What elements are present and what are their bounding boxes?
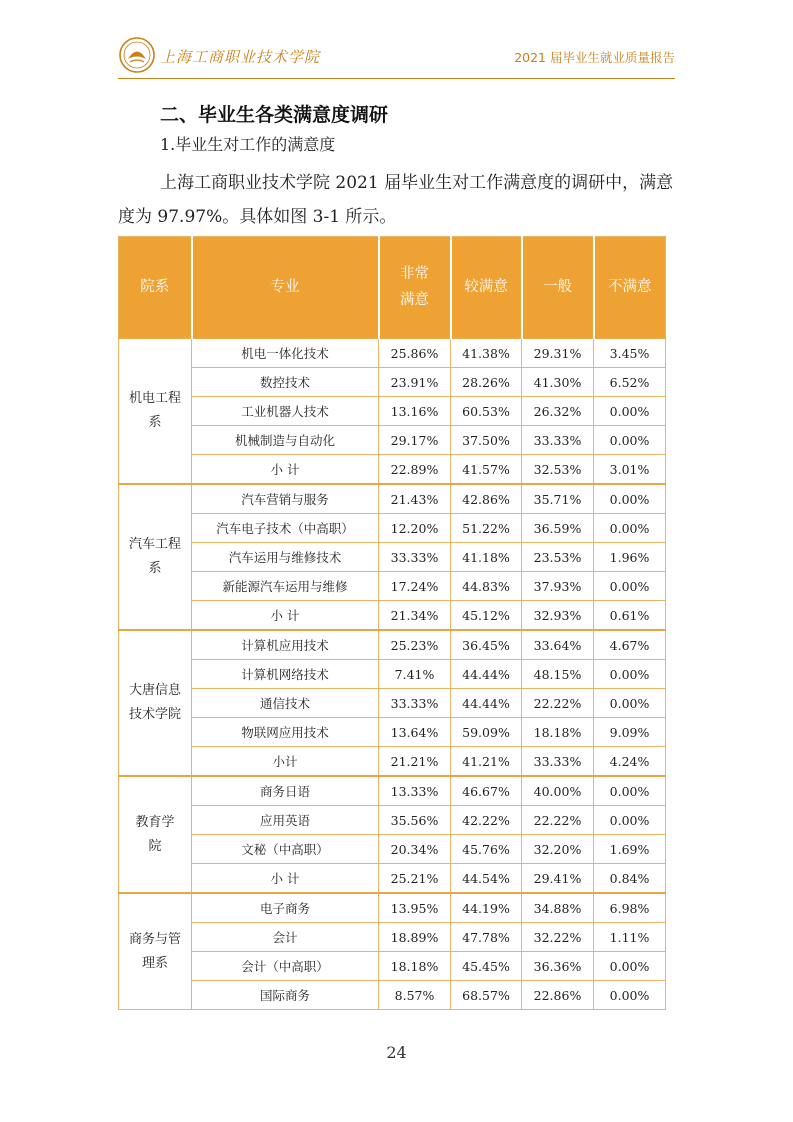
table-row — [119, 747, 666, 777]
value-cell: 0.00% — [594, 981, 666, 1010]
value-cell: 36.45% — [451, 630, 522, 660]
value-cell: 21.43% — [379, 484, 451, 514]
header-dept: 院系 — [119, 237, 192, 339]
value-cell: 51.22% — [451, 514, 522, 543]
major-cell: 应用英语 — [192, 806, 379, 835]
value-cell: 45.12% — [451, 601, 522, 631]
value-cell: 22.89% — [379, 455, 451, 485]
value-cell: 21.34% — [379, 601, 451, 631]
value-cell: 3.01% — [594, 455, 666, 485]
header-major: 专业 — [192, 237, 379, 339]
major-cell: 机械制造与自动化 — [192, 426, 379, 455]
table-row — [119, 689, 666, 718]
value-cell: 0.00% — [594, 806, 666, 835]
value-cell: 36.59% — [522, 514, 594, 543]
table-header-row — [119, 237, 666, 339]
value-cell: 0.00% — [594, 397, 666, 426]
major-cell: 汽车运用与维修技术 — [192, 543, 379, 572]
value-cell: 0.00% — [594, 776, 666, 806]
table-row — [119, 630, 666, 660]
value-cell: 44.19% — [451, 893, 522, 923]
table-row — [119, 981, 666, 1010]
dept-cell: 教育学 院 — [119, 776, 192, 893]
value-cell: 33.33% — [522, 426, 594, 455]
header-neutral: 一般 — [522, 237, 594, 339]
section-heading: 二、毕业生各类满意度调研 — [160, 104, 389, 126]
header-unsatisfied: 不满意 — [594, 237, 666, 339]
table-row — [119, 572, 666, 601]
value-cell: 13.33% — [379, 776, 451, 806]
value-cell: 35.56% — [379, 806, 451, 835]
satisfaction-table — [118, 236, 666, 1010]
major-cell: 计算机网络技术 — [192, 660, 379, 689]
header-satisfied: 较满意 — [451, 237, 522, 339]
major-cell: 文秘（中高职） — [192, 835, 379, 864]
value-cell: 9.09% — [594, 718, 666, 747]
table-row — [119, 923, 666, 952]
value-cell: 23.53% — [522, 543, 594, 572]
value-cell: 35.71% — [522, 484, 594, 514]
value-cell: 0.00% — [594, 484, 666, 514]
value-cell: 26.32% — [522, 397, 594, 426]
major-cell: 会计 — [192, 923, 379, 952]
value-cell: 33.33% — [522, 747, 594, 777]
major-cell: 小 计 — [192, 601, 379, 631]
major-cell: 通信技术 — [192, 689, 379, 718]
value-cell: 59.09% — [451, 718, 522, 747]
value-cell: 17.24% — [379, 572, 451, 601]
value-cell: 13.16% — [379, 397, 451, 426]
value-cell: 6.52% — [594, 368, 666, 397]
header-very-satisfied: 非常 满意 — [379, 237, 451, 339]
header-divider — [118, 78, 675, 79]
value-cell: 32.20% — [522, 835, 594, 864]
value-cell: 25.86% — [379, 338, 451, 368]
value-cell: 41.38% — [451, 338, 522, 368]
value-cell: 44.44% — [451, 689, 522, 718]
value-cell: 33.33% — [379, 543, 451, 572]
table-row — [119, 514, 666, 543]
table-row — [119, 835, 666, 864]
value-cell: 36.36% — [522, 952, 594, 981]
major-cell: 数控技术 — [192, 368, 379, 397]
major-cell: 物联网应用技术 — [192, 718, 379, 747]
table-row — [119, 806, 666, 835]
dept-cell: 汽车工程 系 — [119, 484, 192, 630]
major-cell: 新能源汽车运用与维修 — [192, 572, 379, 601]
table-row — [119, 660, 666, 689]
value-cell: 0.00% — [594, 514, 666, 543]
table-body — [119, 338, 666, 1010]
value-cell: 21.21% — [379, 747, 451, 777]
major-cell: 商务日语 — [192, 776, 379, 806]
value-cell: 18.89% — [379, 923, 451, 952]
major-cell: 小 计 — [192, 864, 379, 894]
value-cell: 29.41% — [522, 864, 594, 894]
value-cell: 0.00% — [594, 572, 666, 601]
value-cell: 37.50% — [451, 426, 522, 455]
value-cell: 0.00% — [594, 689, 666, 718]
value-cell: 22.22% — [522, 689, 594, 718]
dept-cell: 机电工程 系 — [119, 338, 192, 484]
value-cell: 29.31% — [522, 338, 594, 368]
table-row — [119, 368, 666, 397]
school-name: 上海工商职业技术学院 — [160, 48, 321, 66]
report-title: 2021 届毕业生就业质量报告 — [514, 50, 675, 65]
value-cell: 22.22% — [522, 806, 594, 835]
major-cell: 小 计 — [192, 455, 379, 485]
table-row — [119, 455, 666, 485]
value-cell: 7.41% — [379, 660, 451, 689]
value-cell: 18.18% — [522, 718, 594, 747]
value-cell: 45.45% — [451, 952, 522, 981]
value-cell: 3.45% — [594, 338, 666, 368]
value-cell: 1.69% — [594, 835, 666, 864]
body-paragraph: 上海工商职业技术学院 2021 届毕业生对工作满意度的调研中，满意度为 97.97%。具体如图 3-1 所示。 — [118, 173, 674, 227]
page-number: 24 — [386, 1043, 407, 1062]
table-row — [119, 338, 666, 368]
major-cell: 国际商务 — [192, 981, 379, 1010]
major-cell: 汽车电子技术（中高职） — [192, 514, 379, 543]
value-cell: 33.33% — [379, 689, 451, 718]
value-cell: 34.88% — [522, 893, 594, 923]
table-row — [119, 893, 666, 923]
table-row — [119, 397, 666, 426]
value-cell: 44.83% — [451, 572, 522, 601]
value-cell: 8.57% — [379, 981, 451, 1010]
value-cell: 0.61% — [594, 601, 666, 631]
dept-cell: 大唐信息 技术学院 — [119, 630, 192, 776]
major-cell: 汽车营销与服务 — [192, 484, 379, 514]
value-cell: 32.22% — [522, 923, 594, 952]
table-row — [119, 864, 666, 894]
value-cell: 41.18% — [451, 543, 522, 572]
table-row — [119, 776, 666, 806]
value-cell: 0.84% — [594, 864, 666, 894]
value-cell: 41.30% — [522, 368, 594, 397]
value-cell: 44.44% — [451, 660, 522, 689]
value-cell: 23.91% — [379, 368, 451, 397]
dept-cell: 商务与管 理系 — [119, 893, 192, 1010]
major-cell: 会计（中高职） — [192, 952, 379, 981]
value-cell: 18.18% — [379, 952, 451, 981]
school-logo-icon — [118, 36, 156, 74]
value-cell: 60.53% — [451, 397, 522, 426]
value-cell: 42.86% — [451, 484, 522, 514]
value-cell: 44.54% — [451, 864, 522, 894]
value-cell: 4.67% — [594, 630, 666, 660]
value-cell: 28.26% — [451, 368, 522, 397]
page-header — [118, 36, 675, 76]
table-row — [119, 601, 666, 631]
value-cell: 13.95% — [379, 893, 451, 923]
value-cell: 6.98% — [594, 893, 666, 923]
value-cell: 4.24% — [594, 747, 666, 777]
value-cell: 32.93% — [522, 601, 594, 631]
value-cell: 33.64% — [522, 630, 594, 660]
major-cell: 机电一体化技术 — [192, 338, 379, 368]
subsection-heading: 1.毕业生对工作的满意度 — [160, 135, 336, 154]
value-cell: 45.76% — [451, 835, 522, 864]
value-cell: 41.57% — [451, 455, 522, 485]
value-cell: 1.11% — [594, 923, 666, 952]
value-cell: 29.17% — [379, 426, 451, 455]
table-row — [119, 484, 666, 514]
value-cell: 1.96% — [594, 543, 666, 572]
value-cell: 25.23% — [379, 630, 451, 660]
value-cell: 20.34% — [379, 835, 451, 864]
table-row — [119, 543, 666, 572]
value-cell: 37.93% — [522, 572, 594, 601]
table-row — [119, 426, 666, 455]
major-cell: 计算机应用技术 — [192, 630, 379, 660]
table-row — [119, 952, 666, 981]
value-cell: 48.15% — [522, 660, 594, 689]
value-cell: 25.21% — [379, 864, 451, 894]
major-cell: 小计 — [192, 747, 379, 777]
table-row — [119, 718, 666, 747]
value-cell: 13.64% — [379, 718, 451, 747]
major-cell: 电子商务 — [192, 893, 379, 923]
value-cell: 32.53% — [522, 455, 594, 485]
value-cell: 68.57% — [451, 981, 522, 1010]
value-cell: 12.20% — [379, 514, 451, 543]
value-cell: 46.67% — [451, 776, 522, 806]
value-cell: 0.00% — [594, 660, 666, 689]
major-cell: 工业机器人技术 — [192, 397, 379, 426]
value-cell: 42.22% — [451, 806, 522, 835]
value-cell: 22.86% — [522, 981, 594, 1010]
value-cell: 0.00% — [594, 952, 666, 981]
value-cell: 47.78% — [451, 923, 522, 952]
value-cell: 0.00% — [594, 426, 666, 455]
value-cell: 40.00% — [522, 776, 594, 806]
value-cell: 41.21% — [451, 747, 522, 777]
